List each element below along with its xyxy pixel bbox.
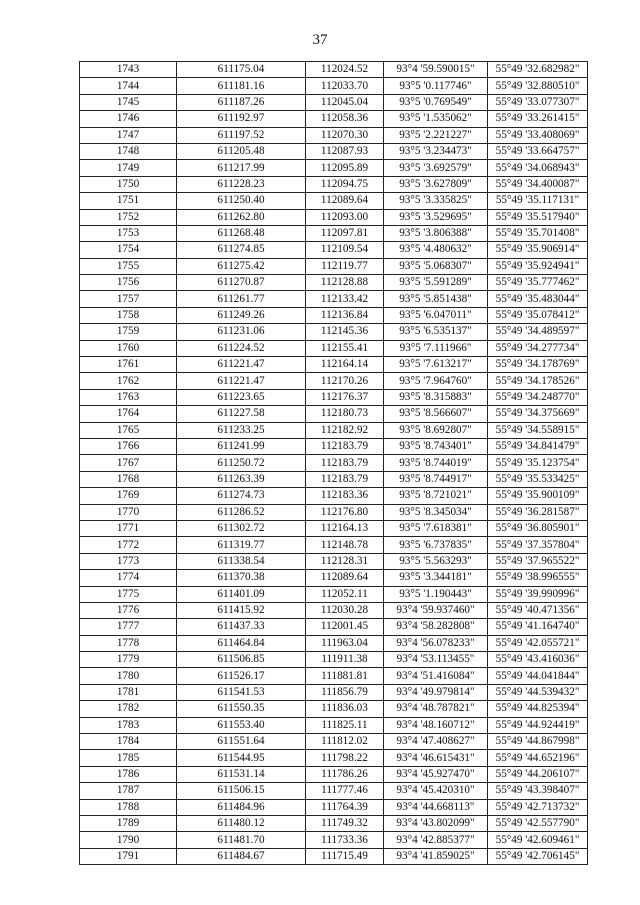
table-row bbox=[80, 832, 588, 848]
point-number-cell: 1766 bbox=[80, 438, 177, 454]
latitude-cell: 55°49 '35.078412" bbox=[488, 307, 588, 323]
longitude-cell: 93°5 '5.851438" bbox=[384, 291, 488, 307]
y-coordinate-cell: 112093.00 bbox=[306, 209, 384, 225]
longitude-cell: 93°5 '3.344181" bbox=[384, 570, 488, 586]
longitude-cell: 93°5 '5.591289" bbox=[384, 275, 488, 291]
longitude-cell: 93°5 '6.535137" bbox=[384, 324, 488, 340]
y-coordinate-cell: 112183.79 bbox=[306, 438, 384, 454]
table-row bbox=[80, 406, 588, 422]
table-row bbox=[80, 750, 588, 766]
point-number-cell: 1770 bbox=[80, 504, 177, 520]
longitude-cell: 93°4 '43.802099" bbox=[384, 815, 488, 831]
longitude-cell: 93°5 '8.744917" bbox=[384, 471, 488, 487]
table-row bbox=[80, 373, 588, 389]
latitude-cell: 55°49 '36.281587" bbox=[488, 504, 588, 520]
latitude-cell: 55°49 '33.664757" bbox=[488, 143, 588, 159]
table-row bbox=[80, 324, 588, 340]
point-number-cell: 1767 bbox=[80, 455, 177, 471]
coordinates-table bbox=[79, 61, 588, 865]
y-coordinate-cell: 112024.52 bbox=[306, 62, 384, 78]
latitude-cell: 55°49 '42.713732" bbox=[488, 799, 588, 815]
y-coordinate-cell: 112095.89 bbox=[306, 160, 384, 176]
longitude-cell: 93°5 '8.315883" bbox=[384, 389, 488, 405]
latitude-cell: 55°49 '32.880510" bbox=[488, 78, 588, 94]
point-number-cell: 1750 bbox=[80, 176, 177, 192]
point-number-cell: 1761 bbox=[80, 357, 177, 373]
y-coordinate-cell: 112045.04 bbox=[306, 94, 384, 110]
latitude-cell: 55°49 '39.990996" bbox=[488, 586, 588, 602]
coordinates-table-body bbox=[80, 62, 588, 865]
latitude-cell: 55°49 '34.375669" bbox=[488, 406, 588, 422]
y-coordinate-cell: 112001.45 bbox=[306, 619, 384, 635]
point-number-cell: 1773 bbox=[80, 553, 177, 569]
x-coordinate-cell: 611223.65 bbox=[177, 389, 306, 405]
x-coordinate-cell: 611531.14 bbox=[177, 766, 306, 782]
latitude-cell: 55°49 '34.248770" bbox=[488, 389, 588, 405]
point-number-cell: 1751 bbox=[80, 193, 177, 209]
longitude-cell: 93°4 '47.408627" bbox=[384, 734, 488, 750]
y-coordinate-cell: 112119.77 bbox=[306, 258, 384, 274]
latitude-cell: 55°49 '42.706145" bbox=[488, 848, 588, 864]
point-number-cell: 1782 bbox=[80, 701, 177, 717]
latitude-cell: 55°49 '35.906914" bbox=[488, 242, 588, 258]
x-coordinate-cell: 611262.80 bbox=[177, 209, 306, 225]
longitude-cell: 93°5 '3.692579" bbox=[384, 160, 488, 176]
point-number-cell: 1744 bbox=[80, 78, 177, 94]
longitude-cell: 93°4 '48.787821" bbox=[384, 701, 488, 717]
point-number-cell: 1784 bbox=[80, 734, 177, 750]
point-number-cell: 1763 bbox=[80, 389, 177, 405]
x-coordinate-cell: 611250.40 bbox=[177, 193, 306, 209]
x-coordinate-cell: 611302.72 bbox=[177, 520, 306, 536]
latitude-cell: 55°49 '35.123754" bbox=[488, 455, 588, 471]
x-coordinate-cell: 611224.52 bbox=[177, 340, 306, 356]
table-row bbox=[80, 422, 588, 438]
x-coordinate-cell: 611338.54 bbox=[177, 553, 306, 569]
latitude-cell: 55°49 '44.867998" bbox=[488, 734, 588, 750]
x-coordinate-cell: 611286.52 bbox=[177, 504, 306, 520]
point-number-cell: 1748 bbox=[80, 143, 177, 159]
x-coordinate-cell: 611197.52 bbox=[177, 127, 306, 143]
table-row bbox=[80, 62, 588, 78]
x-coordinate-cell: 611506.15 bbox=[177, 783, 306, 799]
y-coordinate-cell: 112133.42 bbox=[306, 291, 384, 307]
point-number-cell: 1759 bbox=[80, 324, 177, 340]
longitude-cell: 93°4 '56.078233" bbox=[384, 635, 488, 651]
y-coordinate-cell: 111825.11 bbox=[306, 717, 384, 733]
table-row bbox=[80, 619, 588, 635]
longitude-cell: 93°5 '0.117746" bbox=[384, 78, 488, 94]
latitude-cell: 55°49 '44.539432" bbox=[488, 684, 588, 700]
latitude-cell: 55°49 '44.041844" bbox=[488, 668, 588, 684]
point-number-cell: 1746 bbox=[80, 111, 177, 127]
point-number-cell: 1780 bbox=[80, 668, 177, 684]
x-coordinate-cell: 611205.48 bbox=[177, 143, 306, 159]
x-coordinate-cell: 611526.17 bbox=[177, 668, 306, 684]
longitude-cell: 93°5 '6.737835" bbox=[384, 537, 488, 553]
point-number-cell: 1747 bbox=[80, 127, 177, 143]
table-row bbox=[80, 258, 588, 274]
longitude-cell: 93°4 '58.282808" bbox=[384, 619, 488, 635]
point-number-cell: 1772 bbox=[80, 537, 177, 553]
table-row bbox=[80, 193, 588, 209]
longitude-cell: 93°4 '42.885377" bbox=[384, 832, 488, 848]
y-coordinate-cell: 112094.75 bbox=[306, 176, 384, 192]
table-row bbox=[80, 340, 588, 356]
y-coordinate-cell: 112089.64 bbox=[306, 570, 384, 586]
latitude-cell: 55°49 '34.558915" bbox=[488, 422, 588, 438]
table-row bbox=[80, 488, 588, 504]
point-number-cell: 1774 bbox=[80, 570, 177, 586]
x-coordinate-cell: 611187.26 bbox=[177, 94, 306, 110]
latitude-cell: 55°49 '35.924941" bbox=[488, 258, 588, 274]
latitude-cell: 55°49 '37.965522" bbox=[488, 553, 588, 569]
point-number-cell: 1776 bbox=[80, 602, 177, 618]
y-coordinate-cell: 112182.92 bbox=[306, 422, 384, 438]
x-coordinate-cell: 611480.12 bbox=[177, 815, 306, 831]
point-number-cell: 1789 bbox=[80, 815, 177, 831]
y-coordinate-cell: 112183.36 bbox=[306, 488, 384, 504]
x-coordinate-cell: 611221.47 bbox=[177, 373, 306, 389]
table-row bbox=[80, 553, 588, 569]
latitude-cell: 55°49 '34.178769" bbox=[488, 357, 588, 373]
longitude-cell: 93°5 '7.618381" bbox=[384, 520, 488, 536]
x-coordinate-cell: 611506.85 bbox=[177, 652, 306, 668]
point-number-cell: 1765 bbox=[80, 422, 177, 438]
y-coordinate-cell: 112097.81 bbox=[306, 225, 384, 241]
y-coordinate-cell: 111856.79 bbox=[306, 684, 384, 700]
latitude-cell: 55°49 '33.261415" bbox=[488, 111, 588, 127]
y-coordinate-cell: 111911.38 bbox=[306, 652, 384, 668]
longitude-cell: 93°4 '59.590015" bbox=[384, 62, 488, 78]
point-number-cell: 1775 bbox=[80, 586, 177, 602]
latitude-cell: 55°49 '38.996555" bbox=[488, 570, 588, 586]
x-coordinate-cell: 611437.33 bbox=[177, 619, 306, 635]
y-coordinate-cell: 112070.30 bbox=[306, 127, 384, 143]
table-row bbox=[80, 291, 588, 307]
x-coordinate-cell: 611541.53 bbox=[177, 684, 306, 700]
latitude-cell: 55°49 '35.517940" bbox=[488, 209, 588, 225]
longitude-cell: 93°5 '8.743401" bbox=[384, 438, 488, 454]
longitude-cell: 93°4 '49.979814" bbox=[384, 684, 488, 700]
point-number-cell: 1783 bbox=[80, 717, 177, 733]
longitude-cell: 93°5 '5.563293" bbox=[384, 553, 488, 569]
y-coordinate-cell: 112128.88 bbox=[306, 275, 384, 291]
x-coordinate-cell: 611228.23 bbox=[177, 176, 306, 192]
latitude-cell: 55°49 '34.178526" bbox=[488, 373, 588, 389]
y-coordinate-cell: 111777.46 bbox=[306, 783, 384, 799]
y-coordinate-cell: 112180.73 bbox=[306, 406, 384, 422]
longitude-cell: 93°4 '53.113455" bbox=[384, 652, 488, 668]
latitude-cell: 55°49 '35.117131" bbox=[488, 193, 588, 209]
y-coordinate-cell: 112164.13 bbox=[306, 520, 384, 536]
table-row bbox=[80, 668, 588, 684]
x-coordinate-cell: 611221.47 bbox=[177, 357, 306, 373]
latitude-cell: 55°49 '43.416036" bbox=[488, 652, 588, 668]
table-row bbox=[80, 684, 588, 700]
table-row bbox=[80, 783, 588, 799]
table-row bbox=[80, 471, 588, 487]
table-row bbox=[80, 111, 588, 127]
table-row bbox=[80, 78, 588, 94]
point-number-cell: 1745 bbox=[80, 94, 177, 110]
x-coordinate-cell: 611274.73 bbox=[177, 488, 306, 504]
y-coordinate-cell: 112148.78 bbox=[306, 537, 384, 553]
longitude-cell: 93°4 '48.160712" bbox=[384, 717, 488, 733]
x-coordinate-cell: 611275.42 bbox=[177, 258, 306, 274]
table-row bbox=[80, 635, 588, 651]
point-number-cell: 1752 bbox=[80, 209, 177, 225]
point-number-cell: 1787 bbox=[80, 783, 177, 799]
y-coordinate-cell: 112183.79 bbox=[306, 471, 384, 487]
table-row bbox=[80, 586, 588, 602]
y-coordinate-cell: 111786.26 bbox=[306, 766, 384, 782]
longitude-cell: 93°5 '1.190443" bbox=[384, 586, 488, 602]
x-coordinate-cell: 611217.99 bbox=[177, 160, 306, 176]
point-number-cell: 1764 bbox=[80, 406, 177, 422]
point-number-cell: 1754 bbox=[80, 242, 177, 258]
point-number-cell: 1786 bbox=[80, 766, 177, 782]
y-coordinate-cell: 111836.03 bbox=[306, 701, 384, 717]
longitude-cell: 93°4 '46.615431" bbox=[384, 750, 488, 766]
table-row bbox=[80, 160, 588, 176]
y-coordinate-cell: 112087.93 bbox=[306, 143, 384, 159]
longitude-cell: 93°5 '4.480632" bbox=[384, 242, 488, 258]
point-number-cell: 1785 bbox=[80, 750, 177, 766]
x-coordinate-cell: 611227.58 bbox=[177, 406, 306, 422]
longitude-cell: 93°5 '3.234473" bbox=[384, 143, 488, 159]
latitude-cell: 55°49 '32.682982" bbox=[488, 62, 588, 78]
latitude-cell: 55°49 '44.924419" bbox=[488, 717, 588, 733]
longitude-cell: 93°5 '7.613217" bbox=[384, 357, 488, 373]
table-row bbox=[80, 504, 588, 520]
longitude-cell: 93°5 '1.535062" bbox=[384, 111, 488, 127]
latitude-cell: 55°49 '34.841479" bbox=[488, 438, 588, 454]
table-row bbox=[80, 307, 588, 323]
x-coordinate-cell: 611241.99 bbox=[177, 438, 306, 454]
y-coordinate-cell: 111715.49 bbox=[306, 848, 384, 864]
point-number-cell: 1758 bbox=[80, 307, 177, 323]
longitude-cell: 93°5 '6.047011" bbox=[384, 307, 488, 323]
latitude-cell: 55°49 '34.489597" bbox=[488, 324, 588, 340]
table-row bbox=[80, 815, 588, 831]
table-row bbox=[80, 438, 588, 454]
point-number-cell: 1760 bbox=[80, 340, 177, 356]
table-row bbox=[80, 520, 588, 536]
x-coordinate-cell: 611263.39 bbox=[177, 471, 306, 487]
longitude-cell: 93°4 '59.937460" bbox=[384, 602, 488, 618]
latitude-cell: 55°49 '35.900109" bbox=[488, 488, 588, 504]
longitude-cell: 93°5 '5.068307" bbox=[384, 258, 488, 274]
table-row bbox=[80, 357, 588, 373]
x-coordinate-cell: 611551.64 bbox=[177, 734, 306, 750]
x-coordinate-cell: 611231.06 bbox=[177, 324, 306, 340]
x-coordinate-cell: 611270.87 bbox=[177, 275, 306, 291]
table-row bbox=[80, 225, 588, 241]
y-coordinate-cell: 112170.26 bbox=[306, 373, 384, 389]
latitude-cell: 55°49 '44.825394" bbox=[488, 701, 588, 717]
latitude-cell: 55°49 '34.400087" bbox=[488, 176, 588, 192]
point-number-cell: 1771 bbox=[80, 520, 177, 536]
x-coordinate-cell: 611401.09 bbox=[177, 586, 306, 602]
y-coordinate-cell: 112058.36 bbox=[306, 111, 384, 127]
longitude-cell: 93°5 '8.721021" bbox=[384, 488, 488, 504]
point-number-cell: 1756 bbox=[80, 275, 177, 291]
x-coordinate-cell: 611553.40 bbox=[177, 717, 306, 733]
y-coordinate-cell: 112033.70 bbox=[306, 78, 384, 94]
point-number-cell: 1788 bbox=[80, 799, 177, 815]
table-row bbox=[80, 701, 588, 717]
longitude-cell: 93°5 '8.692807" bbox=[384, 422, 488, 438]
table-row bbox=[80, 275, 588, 291]
longitude-cell: 93°4 '44.668113" bbox=[384, 799, 488, 815]
x-coordinate-cell: 611370.38 bbox=[177, 570, 306, 586]
y-coordinate-cell: 111812.02 bbox=[306, 734, 384, 750]
x-coordinate-cell: 611484.96 bbox=[177, 799, 306, 815]
latitude-cell: 55°49 '42.055721" bbox=[488, 635, 588, 651]
longitude-cell: 93°5 '8.566607" bbox=[384, 406, 488, 422]
latitude-cell: 55°49 '43.398407" bbox=[488, 783, 588, 799]
x-coordinate-cell: 611319.77 bbox=[177, 537, 306, 553]
x-coordinate-cell: 611181.16 bbox=[177, 78, 306, 94]
latitude-cell: 55°49 '34.277734" bbox=[488, 340, 588, 356]
latitude-cell: 55°49 '35.701408" bbox=[488, 225, 588, 241]
table-row bbox=[80, 717, 588, 733]
x-coordinate-cell: 611484.67 bbox=[177, 848, 306, 864]
table-row bbox=[80, 94, 588, 110]
y-coordinate-cell: 111733.36 bbox=[306, 832, 384, 848]
table-row bbox=[80, 143, 588, 159]
x-coordinate-cell: 611481.70 bbox=[177, 832, 306, 848]
latitude-cell: 55°49 '35.483044" bbox=[488, 291, 588, 307]
x-coordinate-cell: 611175.04 bbox=[177, 62, 306, 78]
latitude-cell: 55°49 '36.805901" bbox=[488, 520, 588, 536]
table-row bbox=[80, 455, 588, 471]
table-row bbox=[80, 176, 588, 192]
latitude-cell: 55°49 '35.777462" bbox=[488, 275, 588, 291]
point-number-cell: 1779 bbox=[80, 652, 177, 668]
x-coordinate-cell: 611415.92 bbox=[177, 602, 306, 618]
point-number-cell: 1749 bbox=[80, 160, 177, 176]
longitude-cell: 93°5 '2.221227" bbox=[384, 127, 488, 143]
y-coordinate-cell: 112128.31 bbox=[306, 553, 384, 569]
y-coordinate-cell: 111963.04 bbox=[306, 635, 384, 651]
longitude-cell: 93°5 '0.769549" bbox=[384, 94, 488, 110]
x-coordinate-cell: 611550.35 bbox=[177, 701, 306, 717]
longitude-cell: 93°5 '3.529695" bbox=[384, 209, 488, 225]
y-coordinate-cell: 111764.39 bbox=[306, 799, 384, 815]
table-row bbox=[80, 799, 588, 815]
table-row bbox=[80, 848, 588, 864]
y-coordinate-cell: 112176.80 bbox=[306, 504, 384, 520]
latitude-cell: 55°49 '37.357804" bbox=[488, 537, 588, 553]
y-coordinate-cell: 112155.41 bbox=[306, 340, 384, 356]
point-number-cell: 1778 bbox=[80, 635, 177, 651]
point-number-cell: 1757 bbox=[80, 291, 177, 307]
latitude-cell: 55°49 '42.609461" bbox=[488, 832, 588, 848]
table-row bbox=[80, 734, 588, 750]
x-coordinate-cell: 611250.72 bbox=[177, 455, 306, 471]
point-number-cell: 1768 bbox=[80, 471, 177, 487]
longitude-cell: 93°5 '3.627809" bbox=[384, 176, 488, 192]
point-number-cell: 1781 bbox=[80, 684, 177, 700]
table-row bbox=[80, 537, 588, 553]
longitude-cell: 93°5 '8.345034" bbox=[384, 504, 488, 520]
page-number: 37 bbox=[312, 32, 328, 48]
table-row bbox=[80, 652, 588, 668]
longitude-cell: 93°4 '51.416084" bbox=[384, 668, 488, 684]
longitude-cell: 93°5 '3.806388" bbox=[384, 225, 488, 241]
latitude-cell: 55°49 '33.408069" bbox=[488, 127, 588, 143]
table-row bbox=[80, 209, 588, 225]
x-coordinate-cell: 611268.48 bbox=[177, 225, 306, 241]
x-coordinate-cell: 611249.26 bbox=[177, 307, 306, 323]
latitude-cell: 55°49 '44.652196" bbox=[488, 750, 588, 766]
table-row bbox=[80, 766, 588, 782]
x-coordinate-cell: 611274.85 bbox=[177, 242, 306, 258]
latitude-cell: 55°49 '35.533425" bbox=[488, 471, 588, 487]
latitude-cell: 55°49 '34.068943" bbox=[488, 160, 588, 176]
point-number-cell: 1790 bbox=[80, 832, 177, 848]
table-row bbox=[80, 602, 588, 618]
point-number-cell: 1762 bbox=[80, 373, 177, 389]
y-coordinate-cell: 112183.79 bbox=[306, 455, 384, 471]
y-coordinate-cell: 112109.54 bbox=[306, 242, 384, 258]
point-number-cell: 1791 bbox=[80, 848, 177, 864]
y-coordinate-cell: 111881.81 bbox=[306, 668, 384, 684]
point-number-cell: 1755 bbox=[80, 258, 177, 274]
y-coordinate-cell: 112164.14 bbox=[306, 357, 384, 373]
longitude-cell: 93°4 '45.420310" bbox=[384, 783, 488, 799]
table-row bbox=[80, 389, 588, 405]
latitude-cell: 55°49 '40.471356" bbox=[488, 602, 588, 618]
latitude-cell: 55°49 '41.164740" bbox=[488, 619, 588, 635]
latitude-cell: 55°49 '42.557790" bbox=[488, 815, 588, 831]
y-coordinate-cell: 112145.36 bbox=[306, 324, 384, 340]
longitude-cell: 93°5 '3.335825" bbox=[384, 193, 488, 209]
x-coordinate-cell: 611464.84 bbox=[177, 635, 306, 651]
longitude-cell: 93°4 '45.927470" bbox=[384, 766, 488, 782]
point-number-cell: 1769 bbox=[80, 488, 177, 504]
y-coordinate-cell: 111749.32 bbox=[306, 815, 384, 831]
latitude-cell: 55°49 '44.206107" bbox=[488, 766, 588, 782]
longitude-cell: 93°5 '7.111966" bbox=[384, 340, 488, 356]
y-coordinate-cell: 111798.22 bbox=[306, 750, 384, 766]
x-coordinate-cell: 611233.25 bbox=[177, 422, 306, 438]
y-coordinate-cell: 112136.84 bbox=[306, 307, 384, 323]
y-coordinate-cell: 112176.37 bbox=[306, 389, 384, 405]
x-coordinate-cell: 611261.77 bbox=[177, 291, 306, 307]
point-number-cell: 1753 bbox=[80, 225, 177, 241]
x-coordinate-cell: 611544.95 bbox=[177, 750, 306, 766]
longitude-cell: 93°4 '41.859025" bbox=[384, 848, 488, 864]
latitude-cell: 55°49 '33.077307" bbox=[488, 94, 588, 110]
table-row bbox=[80, 242, 588, 258]
point-number-cell: 1743 bbox=[80, 62, 177, 78]
longitude-cell: 93°5 '8.744019" bbox=[384, 455, 488, 471]
table-row bbox=[80, 127, 588, 143]
table-row bbox=[80, 570, 588, 586]
y-coordinate-cell: 112030.28 bbox=[306, 602, 384, 618]
y-coordinate-cell: 112089.64 bbox=[306, 193, 384, 209]
y-coordinate-cell: 112052.11 bbox=[306, 586, 384, 602]
longitude-cell: 93°5 '7.964760" bbox=[384, 373, 488, 389]
x-coordinate-cell: 611192.97 bbox=[177, 111, 306, 127]
point-number-cell: 1777 bbox=[80, 619, 177, 635]
